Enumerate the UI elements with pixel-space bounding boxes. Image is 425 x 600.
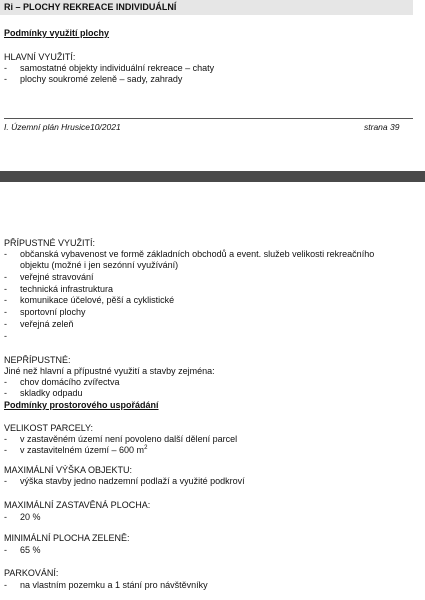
bullet: - (4, 272, 7, 282)
parking-item: na vlastním pozemku a 1 stání pro návštěvníky (20, 580, 208, 590)
footer-rule (4, 118, 413, 119)
permitted-item: komunikace účelové, pěší a cyklistické (20, 295, 175, 305)
bullet: - (4, 249, 7, 259)
max-height-label: MAXIMÁLNÍ VÝŠKA OBJEKTU: (4, 465, 133, 475)
green-area-label: MINIMÁLNÍ PLOCHA ZELENĚ: (4, 533, 130, 543)
main-use-item: samostatné objekty individuální rekreace – chaty (20, 63, 215, 73)
bullet: - (4, 295, 7, 305)
parking-label: PARKOVÁNÍ: (4, 568, 59, 578)
permitted-item: veřejná zeleň (20, 319, 74, 329)
bullet: - (4, 63, 7, 73)
area-unit-superscript: 2 (144, 445, 148, 451)
bullet: - (4, 445, 7, 455)
bullet: - (4, 545, 7, 555)
plot-size-label: VELIKOST PARCELY: (4, 423, 94, 433)
bullet: - (4, 580, 7, 590)
bullet: - (4, 74, 7, 84)
zone-title: Ri – PLOCHY REKREACE INDIVIDUÁLNÍ (4, 2, 177, 12)
plot-size-item (20, 445, 147, 456)
bullet: - (4, 331, 7, 341)
bullet: - (4, 284, 7, 294)
bullet: - (4, 434, 7, 444)
built-area-item: 20 % (20, 512, 41, 522)
section-heading-spatial: Podmínky prostorového uspořádání (4, 400, 159, 410)
page-break-divider (0, 171, 425, 182)
bullet: - (4, 388, 7, 398)
plot-size-item: v zastavěném území není povoleno další dělení parcel (20, 434, 238, 444)
main-use-label: HLAVNÍ VYUŽITÍ: (4, 52, 76, 62)
permitted-item: sportovní plochy (20, 307, 86, 317)
prohibited-intro: Jiné než hlavní a přípustné využití a stavby zejména: (4, 366, 215, 376)
bullet: - (4, 512, 7, 522)
permitted-item: veřejné stravování (20, 272, 94, 282)
permitted-item: technická infrastruktura (20, 284, 114, 294)
prohibited-item: skladky odpadu (20, 388, 83, 398)
permitted-item: občanská vybavenost ve formě základních obchodů a event. služeb velikosti rekreačního (20, 249, 375, 259)
max-height-item: výška stavby jedno nadzemní podlaží a využité podkroví (20, 476, 245, 486)
plot-size-item-text: v zastavitelném území – 600 m (20, 445, 145, 455)
section-heading-usage: Podmínky využití plochy (4, 28, 110, 38)
main-use-item: plochy soukromé zeleně – sady, zahrady (20, 74, 183, 84)
page-number: strana 39 (364, 122, 400, 132)
page-footer-left: I. Územní plán Hrusice10/2021 (4, 122, 121, 132)
bullet: - (4, 307, 7, 317)
permitted-use-label: PŘÍPUSTNÉ VYUŽITÍ: (4, 238, 96, 248)
prohibited-item: chov domácího zvířectva (20, 377, 120, 387)
green-area-item: 65 % (20, 545, 41, 555)
bullet: - (4, 319, 7, 329)
bullet: - (4, 377, 7, 387)
built-area-label: MAXIMÁLNÍ ZASTAVĚNÁ PLOCHA: (4, 500, 151, 510)
bullet: - (4, 476, 7, 486)
permitted-item-continuation: objektu (možné i jen sezónní využívání) (20, 260, 179, 270)
prohibited-label: NEPŘÍPUSTNÉ: (4, 355, 71, 365)
